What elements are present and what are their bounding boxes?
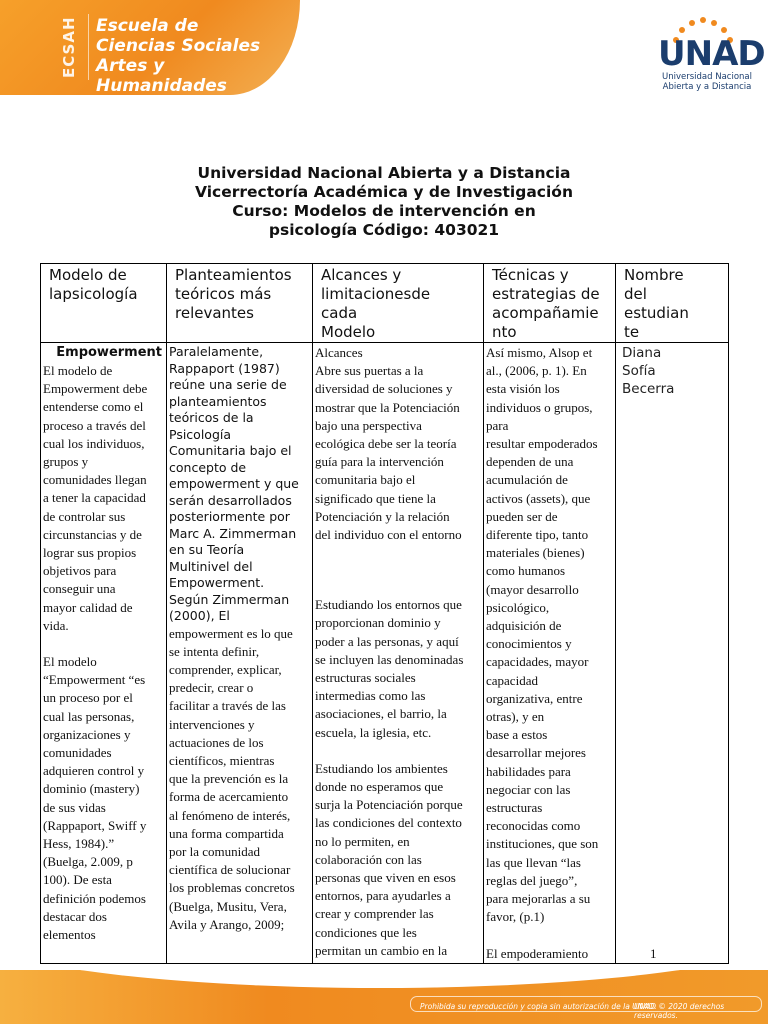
text-line: científicos, mientras: [169, 752, 275, 768]
student-name: [618, 344, 726, 398]
text-line: adquieren control y: [43, 763, 145, 779]
header-cell-model: [41, 264, 167, 343]
text-line: entenderse como el: [43, 399, 144, 415]
text-line: no lo permiten, en: [315, 833, 410, 849]
text-line: del: [624, 285, 647, 303]
text-line: 100). De esta: [43, 872, 112, 888]
scope-paragraph-3: [315, 760, 481, 960]
header-cell-techniques: [484, 264, 616, 343]
text-line: a tener la capacidad: [43, 490, 146, 506]
text-line: proceso a través del: [43, 417, 146, 433]
text-line: de sus vidas: [43, 799, 106, 815]
text-line: las que llevan “las: [486, 854, 581, 870]
text-line: Estudiando los ambientes: [315, 760, 448, 776]
text-line: Planteamientos: [175, 266, 292, 284]
text-line: comunitaria bajo el: [315, 472, 416, 488]
text-line: habilidades para: [486, 763, 571, 779]
text-line: diversidad de soluciones y: [315, 381, 453, 397]
cell-scope: [313, 343, 484, 964]
text-line: que la prevención es la: [169, 771, 289, 787]
text-line: condiciones que les: [315, 924, 417, 940]
text-line: negociar con las: [486, 781, 571, 797]
text-line: psicológico,: [486, 599, 550, 615]
text-line: conseguir una: [43, 581, 116, 597]
text-line: intermedias como las: [315, 688, 426, 704]
text-line: Empowerment debe: [43, 381, 148, 397]
cell-student: [616, 343, 729, 964]
text-line: actuaciones de los: [169, 734, 264, 750]
models-table: [40, 263, 729, 964]
text-line: Comunitaria bajo el: [169, 443, 292, 458]
text-line: adquisición de: [486, 618, 562, 634]
text-line: por la comunidad: [169, 843, 260, 859]
text-line: escuela, la iglesia, etc.: [315, 724, 432, 740]
text-line: Abre sus puertas a la: [315, 363, 424, 379]
techniques-paragraph-1: [486, 344, 613, 927]
school-banner: [0, 0, 300, 95]
text-line: base a estos: [486, 727, 548, 743]
text-line: asociaciones, el barrio, la: [315, 706, 447, 722]
text-line: instituciones, que son: [486, 836, 599, 852]
text-line: acumulación de: [486, 472, 568, 488]
text-line: otras), y en: [486, 709, 545, 725]
text-line: reúne una serie de: [169, 377, 287, 392]
text-line: forma de acercamiento: [169, 789, 289, 805]
text-line: El empoderamiento: [486, 945, 589, 961]
text-line: serán desarrollados: [169, 492, 292, 508]
text-line: destacar dos: [43, 908, 107, 924]
text-line: Nombre: [624, 266, 684, 284]
title-line-3: Curso: Modelos de intervención en: [232, 202, 536, 220]
text-line: te: [624, 323, 640, 341]
text-line: Así mismo, Alsop et: [486, 345, 593, 360]
text-line: estrategias de: [492, 285, 600, 303]
text-line: “Empowerment “es: [43, 672, 146, 688]
text-line: como humanos: [486, 563, 566, 579]
school-line-1: Escuela de: [96, 16, 199, 36]
cell-theory: [167, 343, 313, 964]
text-line: teóricos de la: [169, 410, 254, 425]
text-line: crear y comprender las: [315, 906, 434, 922]
text-line: Sofía: [622, 363, 656, 379]
text-line: cual los individuos,: [43, 435, 145, 451]
text-line: comprender, explicar,: [169, 661, 282, 677]
text-line: Avila y Arango, 2009;: [169, 916, 285, 932]
text-line: científica de solucionar: [169, 862, 291, 878]
text-line: donde no esperamos que: [315, 779, 444, 795]
text-line: Según Zimmerman: [169, 591, 290, 607]
text-line: predecir, crear o: [169, 680, 254, 696]
text-line: Rappaport (1987): [169, 360, 280, 376]
text-line: (Buelga, 2.009, p: [43, 854, 133, 870]
header-cell-theory: [167, 264, 313, 343]
text-line: limitacionesde: [321, 285, 431, 303]
text-line: desarrollar mejores: [486, 745, 586, 761]
ecsah-side-label: ECSAH: [60, 14, 89, 80]
text-line: lapsicología: [49, 285, 138, 303]
text-line: definición podemos: [43, 890, 146, 906]
text-line: Técnicas y: [492, 266, 569, 284]
text-line: Modelo de: [49, 266, 127, 284]
text-line: Modelo: [321, 323, 376, 341]
text-line: nto: [492, 323, 517, 341]
table-row: [41, 343, 729, 964]
scope-paragraph-1: [315, 344, 481, 544]
logo-subtitle-line-1: Universidad Nacional: [662, 72, 752, 82]
text-line: posteriormente por: [169, 509, 290, 524]
text-line: poder a las personas, y aquí: [315, 633, 459, 649]
text-line: Empowerment.: [169, 575, 265, 590]
text-line: Alcances: [315, 345, 363, 360]
text-line: Diana: [622, 345, 662, 361]
text-line: comunidades: [43, 745, 112, 761]
logo-subtitle-line-2: Abierta y a Distancia: [662, 82, 752, 92]
text-line: concepto de: [169, 459, 247, 475]
table-header-row: [41, 264, 729, 343]
school-line-3: Artes y Humanidades: [96, 56, 227, 95]
text-line: grupos y: [43, 454, 89, 470]
text-line: del individuo con el entorno: [315, 527, 462, 543]
text-line: de controlar sus: [43, 508, 126, 524]
text-line: Alcances y: [321, 266, 402, 284]
text-line: los problemas concretos: [169, 880, 295, 896]
text-line: bajo una perspectiva: [315, 417, 422, 433]
school-name: [96, 16, 300, 95]
text-line: elementos: [43, 927, 96, 943]
text-line: personas que viven en esos: [315, 870, 456, 886]
text-line: Multinivel del: [169, 558, 253, 574]
text-line: para: [486, 417, 509, 433]
text-line: favor, (p.1): [486, 909, 545, 925]
text-line: mayor calidad de: [43, 599, 133, 615]
text-line: capacidades, mayor: [486, 654, 589, 670]
text-line: mostrar que la Potenciación: [315, 399, 460, 415]
techniques-paragraph-2: [486, 945, 613, 963]
text-line: Hess, 1984).”: [43, 836, 115, 852]
text-line: El modelo de: [43, 363, 113, 378]
text-line: cada: [321, 304, 358, 322]
scope-paragraph-2: [315, 596, 481, 742]
text-line: pueden ser de: [486, 508, 558, 524]
theory-sans-text: [169, 344, 310, 625]
text-line: cual las personas,: [43, 708, 135, 724]
text-line: guía para la intervención: [315, 454, 444, 470]
text-line: estudian: [624, 304, 689, 322]
text-line: comunidades llegan: [43, 472, 147, 488]
footer-band: [0, 970, 768, 1024]
text-line: (Rappaport, Swiff y: [43, 817, 147, 833]
page-number: 1: [650, 946, 657, 961]
footer-rights: UNAD © 2020 derechos reservados.: [634, 1002, 725, 1020]
text-line: al fenómeno de interés,: [169, 807, 291, 823]
text-line: individuos o grupos,: [486, 399, 593, 415]
text-line: intervenciones y: [169, 716, 255, 732]
text-line: entornos, para ayudarles a: [315, 888, 451, 904]
text-line: (mayor desarrollo: [486, 581, 579, 597]
footer-copyright-notice: Prohibida su reproducción y copia sin autorización de la UNAD.: [420, 1002, 657, 1011]
text-line: las condiciones del contexto: [315, 815, 462, 831]
title-line-1: Universidad Nacional Abierta y a Distancia: [197, 164, 571, 182]
text-line: Marc A. Zimmerman: [169, 525, 297, 541]
theory-serif-text: [169, 625, 310, 934]
header-cell-student: [616, 264, 729, 343]
text-line: Psicología: [169, 426, 232, 442]
text-line: objetivos para: [43, 563, 117, 579]
text-line: El modelo: [43, 654, 97, 670]
text-line: materiales (bienes): [486, 545, 585, 561]
logo-subtitle: [652, 72, 762, 92]
text-line: circunstancias y de: [43, 526, 142, 542]
text-line: colaboración con las: [315, 851, 422, 867]
model-paragraph-2: [43, 653, 164, 944]
text-line: reglas del juego”,: [486, 872, 578, 888]
text-line: una forma compartida: [169, 825, 284, 841]
text-line: conocimientos y: [486, 636, 572, 652]
header-cell-scope: [313, 264, 484, 343]
title-line-4: psicología Código: 403021: [268, 221, 500, 239]
text-line: Potenciación y la relación: [315, 508, 450, 524]
text-line: permitan un cambio en la: [315, 942, 448, 958]
school-line-2: Ciencias Sociales: [96, 36, 261, 56]
text-line: surja la Potenciación porque: [315, 797, 463, 813]
text-line: organizativa, entre: [486, 690, 583, 706]
text-line: dependen de una: [486, 454, 574, 470]
model-name: Empowerment: [56, 345, 162, 360]
text-line: activos (assets), que: [486, 490, 591, 506]
document-titles: [40, 164, 728, 240]
logo-word: UNAD: [658, 34, 765, 74]
text-line: un proceso por el: [43, 690, 133, 706]
cell-model: [41, 343, 167, 964]
text-line: acompañamie: [492, 304, 599, 322]
model-paragraph-1: [43, 362, 164, 635]
text-line: organizaciones y: [43, 726, 131, 742]
text-line: ecológica debe ser la teoría: [315, 436, 457, 452]
text-line: estructuras: [486, 800, 543, 816]
text-line: vida.: [43, 617, 69, 633]
text-line: (2000), El: [169, 608, 230, 623]
text-line: al., (2006, p. 1). En: [486, 363, 587, 379]
text-line: significado que tiene la: [315, 490, 436, 506]
text-line: Becerra: [622, 381, 675, 397]
text-line: capacidad: [486, 672, 538, 688]
text-line: facilitar a través de las: [169, 698, 286, 714]
text-line: estructuras sociales: [315, 670, 416, 686]
text-line: para mejorarlas a su: [486, 891, 591, 907]
text-line: proporcionan dominio y: [315, 615, 441, 631]
text-line: lograr sus propios: [43, 545, 137, 561]
text-line: teóricos más: [175, 285, 272, 303]
text-line: esta visión los: [486, 381, 560, 397]
text-line: Estudiando los entornos que: [315, 597, 462, 613]
text-line: empowerment es lo que: [169, 625, 293, 641]
text-line: Paralelamente,: [169, 344, 264, 359]
title-line-2: Vicerrectoría Académica y de Investigación: [195, 183, 573, 201]
text-line: se incluyen las denominadas: [315, 651, 464, 667]
text-line: en su Teoría: [169, 542, 245, 557]
text-line: empowerment y que: [169, 476, 299, 491]
text-line: (Buelga, Musitu, Vera,: [169, 898, 287, 914]
text-line: dominio (mastery): [43, 781, 140, 797]
text-line: resultar empoderados: [486, 436, 598, 452]
text-line: reconocidas como: [486, 818, 581, 834]
text-line: planteamientos: [169, 393, 267, 409]
cell-techniques: [484, 343, 616, 964]
text-line: diferente tipo, tanto: [486, 527, 589, 543]
text-line: se intenta definir,: [169, 643, 260, 659]
text-line: relevantes: [175, 304, 254, 322]
unad-logo: [652, 14, 765, 94]
